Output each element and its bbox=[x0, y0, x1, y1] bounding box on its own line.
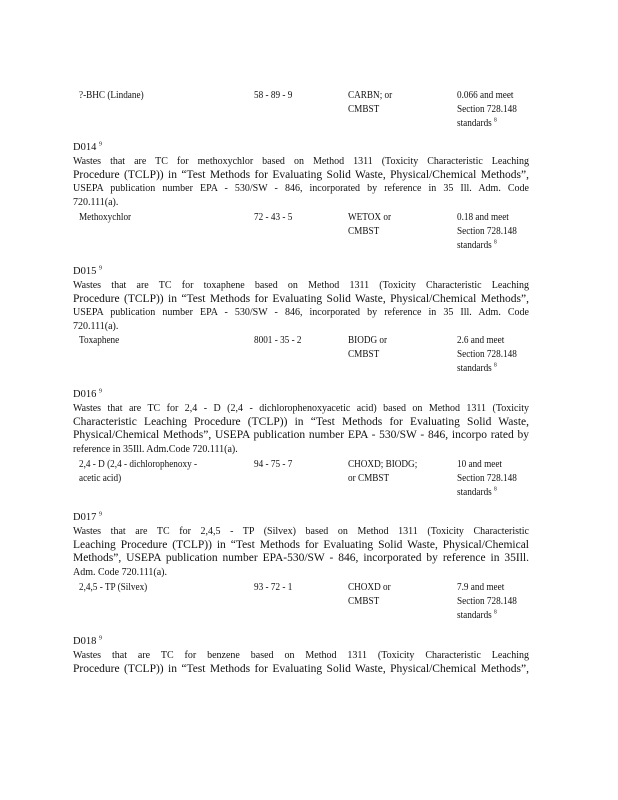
footnote-ref: 9 bbox=[98, 511, 102, 518]
technology-line-1: CARBN; or bbox=[348, 90, 393, 101]
constituent-name: 2,4 - D (2,4 - dichlorophenoxy - acetic acid) bbox=[79, 459, 198, 484]
standard bbox=[457, 89, 517, 131]
footnote-ref: 9 bbox=[98, 141, 102, 148]
footnote-ref: 8 bbox=[494, 362, 497, 369]
standard-line-2: Section 728.148 bbox=[457, 104, 517, 115]
constituent-name: ?-BHC (Lindane) bbox=[79, 90, 144, 101]
waste-description-d018: Wastes that are TC for benzene based on Method 1311 (Toxicity Characteristic Leaching Procedure (TCLP)) in “Test Methods for Evaluating Solid Waste, Physical/Chemical Methods”, bbox=[73, 650, 529, 675]
technology-code: BIODG or CMBST bbox=[348, 335, 388, 360]
technology-code: WETOX or CMBST bbox=[348, 212, 392, 237]
technology-code: CHOXD or CMBST bbox=[348, 582, 391, 607]
cas-number: 8001 - 35 - 2 bbox=[254, 335, 302, 346]
waste-description-d015: Wastes that are TC for toxaphene based on Method 1311 (Toxicity Characteristic Leaching Procedure (TCLP)) in “Test Methods for Evaluating Solid Waste, Physical/Chemical Methods”, USEPA publication number EPA - 530/SW - 846, incorporated by reference in 35 Ill. Adm. Code 720.111(a). bbox=[73, 280, 529, 332]
standard: 10 and meet Section 728.148 standards $^8$ bbox=[457, 459, 517, 498]
cas-number: 93 - 72 - 1 bbox=[254, 582, 293, 593]
footnote-ref: 8 bbox=[494, 609, 497, 616]
technology-code bbox=[348, 89, 392, 117]
footnote-ref: 9 bbox=[98, 265, 102, 272]
waste-code-d018: D018 $^9$ bbox=[73, 635, 102, 647]
constituent-name: Toxaphene bbox=[79, 335, 120, 346]
waste-description-d017: Wastes that are TC for 2,4,5 - TP (Silvex) based on Method 1311 (Toxicity Characteristic Leaching Procedure (TCLP)) in “Test Methods for Evaluating Solid Waste, Physical/Chemical Methods”, USEPA publication number EPA-530/SW - 846, incorporated by reference in 35Ill. Adm. Code 720.111(a). bbox=[73, 526, 529, 578]
standard: 7.9 and meet Section 728.148 standards $^8$ bbox=[457, 582, 517, 621]
constituent-name: 2,4,5 - TP (Silvex) bbox=[79, 582, 148, 593]
cas-number: 72 - 43 - 5 bbox=[254, 212, 293, 223]
standard-line-3: standards $^8$ bbox=[457, 117, 497, 129]
footnote-ref: 8 bbox=[494, 239, 497, 246]
waste-description-d014: Wastes that are TC for methoxychlor based on Method 1311 (Toxicity Characteristic Leaching Procedure (TCLP)) in “Test Methods for Evaluating Solid Waste, Physical/Chemical Methods”, USEPA publication number EPA - 530/SW - 846, incorporated by reference in 35 Ill. Adm. Code 720.111(a). bbox=[73, 156, 529, 208]
cas-number: 94 - 75 - 7 bbox=[254, 459, 293, 470]
footnote-ref: 9 bbox=[98, 388, 102, 395]
footnote-ref: 9 bbox=[98, 635, 102, 642]
standard: 0.18 and meet Section 728.148 standards $^8$ bbox=[457, 212, 517, 251]
constituent-name: Methoxychlor bbox=[79, 212, 132, 223]
standard-line-1: 0.066 and meet bbox=[457, 90, 514, 101]
technology-line-2: CMBST bbox=[348, 104, 380, 115]
waste-code-d016: D016 $^9$ bbox=[73, 388, 102, 400]
cas-number: 58 - 89 - 9 bbox=[254, 90, 293, 101]
waste-code-d014: D014 $^9$ bbox=[73, 141, 102, 153]
waste-code-d015: D015 $^9$ bbox=[73, 265, 102, 277]
technology-code: CHOXD; BIODG; or CMBST bbox=[348, 459, 418, 484]
footnote-ref: 8 bbox=[494, 117, 497, 124]
waste-code-d017: D017 $^9$ bbox=[73, 511, 102, 523]
waste-description-d016: Wastes that are TC for 2,4 - D (2,4 - dichlorophenoxyacetic acid) based on Method 1311 (Toxicity Characteristic Leaching Procedure (TCLP)) in “Test Methods for Evaluating Solid Waste, Physical/Chemical Methods”, USEPA publication number EPA - 530/SW - 846, incorpo rated by reference in 35Ill. Adm.Code 720.111(a). bbox=[73, 403, 529, 455]
standard: 2.6 and meet Section 728.148 standards $^8$ bbox=[457, 335, 517, 374]
footnote-ref: 8 bbox=[494, 486, 497, 493]
